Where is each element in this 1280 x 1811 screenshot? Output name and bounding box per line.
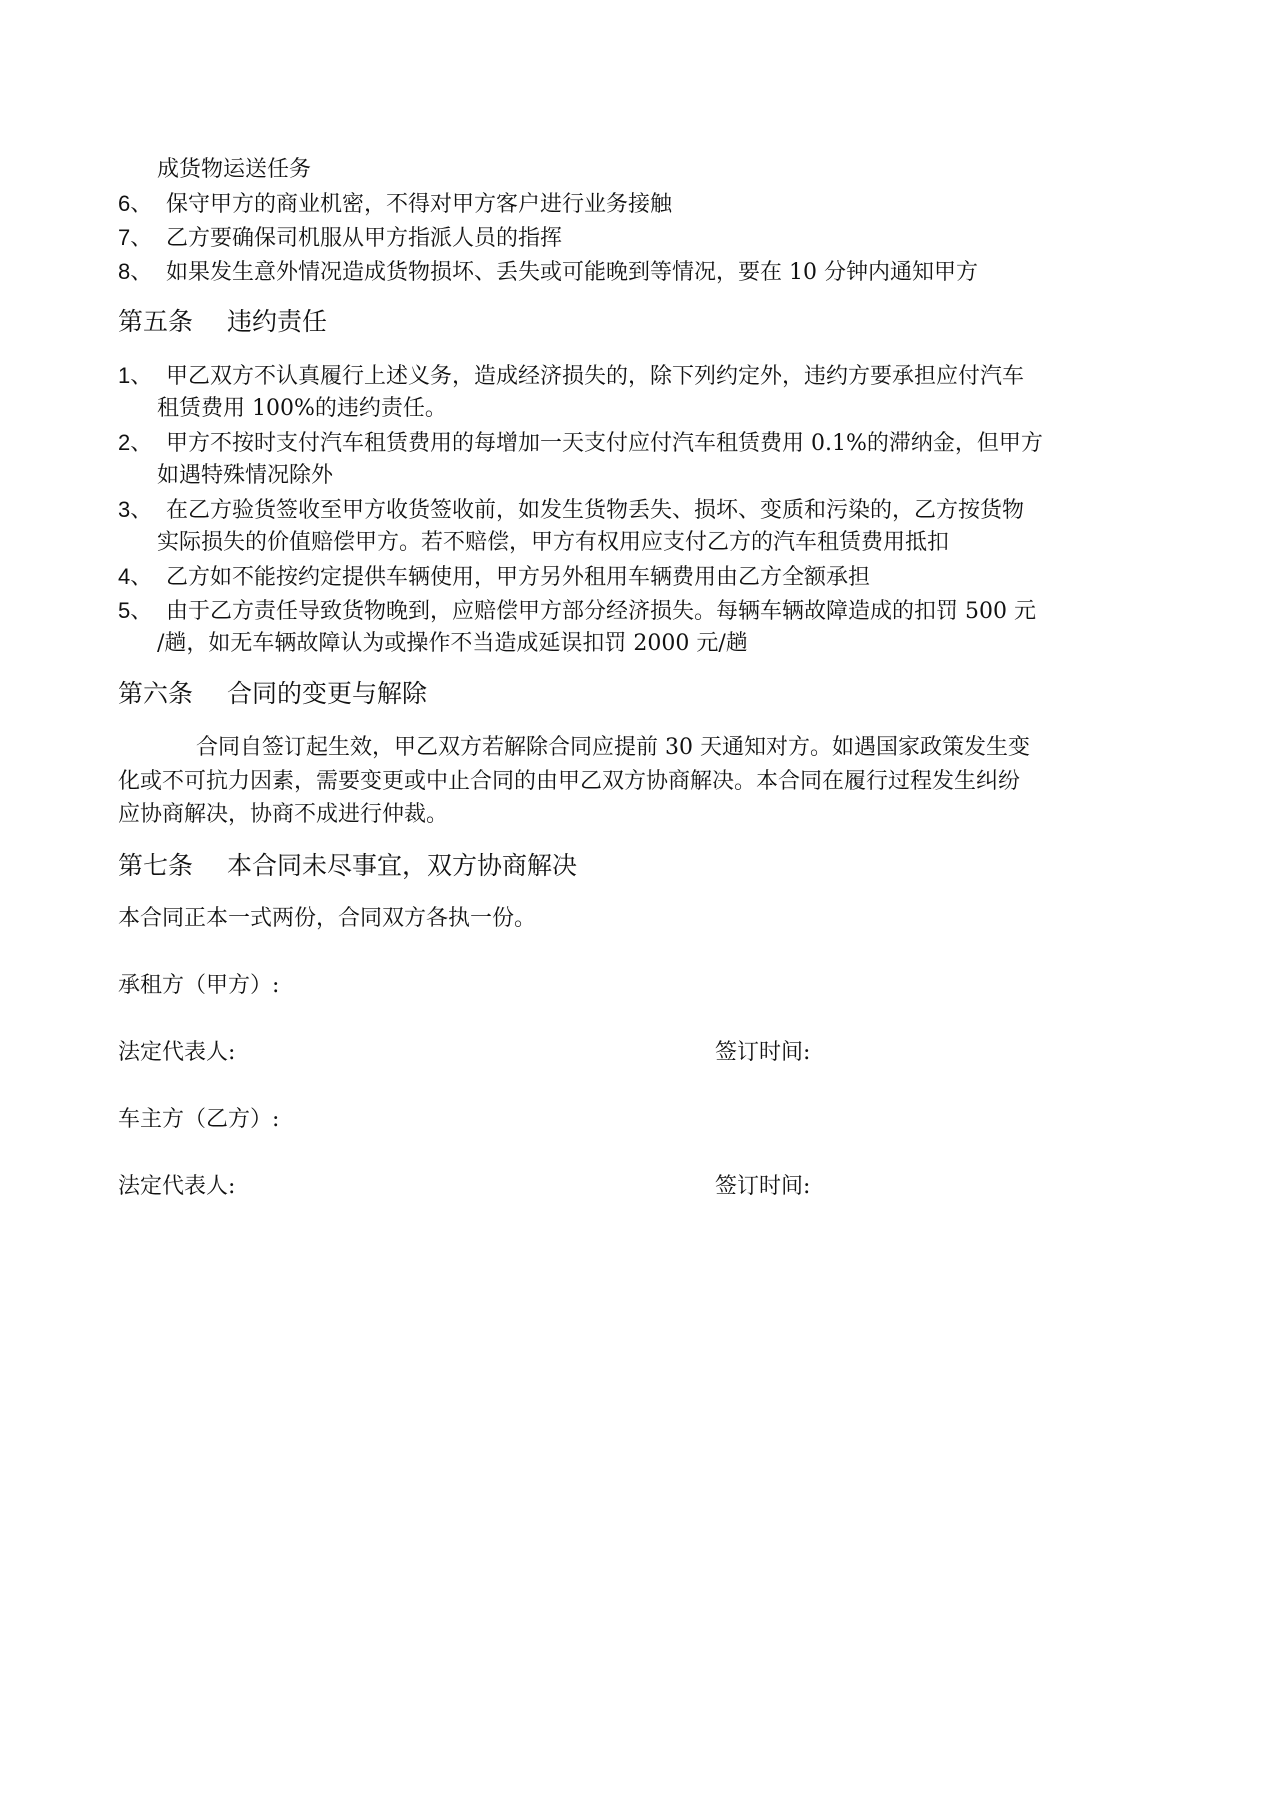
article-number: 第六条	[118, 679, 194, 708]
list-item-number: 8、	[118, 259, 153, 284]
article5-heading	[118, 306, 327, 338]
list-item-number: 2、	[118, 430, 153, 455]
list-item-text: 乙方如不能按约定提供车辆使用，甲方另外租用车辆费用由乙方全额承担	[166, 565, 871, 590]
owner-label: 车主方（乙方）:	[118, 1107, 280, 1132]
owner-sign-date-label: 签订时间:	[715, 1174, 811, 1199]
list-item	[118, 562, 870, 593]
list-item-continuation: /趟，如无车辆故障认为或操作不当造成延误扣罚 2000 元/趟	[157, 631, 748, 656]
list-item-text: 甲方不按时支付汽车租赁费用的每增加一天支付应付汽车租赁费用 0.1%的滞纳金，但甲方	[166, 431, 1043, 456]
paragraph-line: 应协商解决，协商不成进行仲裁。	[118, 802, 449, 827]
owner-representative-label: 法定代表人:	[118, 1174, 236, 1199]
list-item-text: 如果发生意外情况造成货物损坏、丢失或可能晚到等情况，要在 10 分钟内通知甲方	[166, 260, 978, 285]
list-continuation: 成货物运送任务	[157, 157, 312, 182]
list-item-continuation: 如遇特殊情况除外	[157, 463, 334, 488]
list-item-text: 甲乙双方不认真履行上述义务，造成经济损失的，除下列约定外，违约方要承担应付汽车	[166, 364, 1025, 389]
lessor-representative-label: 法定代表人:	[118, 1040, 236, 1065]
list-item-text: 保守甲方的商业机密，不得对甲方客户进行业务接触	[166, 192, 673, 217]
paragraph-line: 合同自签订起生效，甲乙双方若解除合同应提前 30 天通知对方。如遇国家政策发生变	[196, 735, 1030, 760]
article6-heading	[118, 678, 427, 710]
list-item-continuation: 租赁费用 100%的违约责任。	[157, 396, 447, 421]
list-item	[118, 596, 1036, 627]
list-item-number: 1、	[118, 363, 153, 388]
lessor-label: 承租方（甲方）:	[118, 973, 280, 998]
list-item-continuation: 实际损失的价值赔偿甲方。若不赔偿，甲方有权用应支付乙方的汽车租赁费用抵扣	[157, 530, 950, 555]
article-title: 合同的变更与解除	[227, 679, 428, 708]
list-item-number: 5、	[118, 598, 153, 623]
lessor-sign-date-label: 签订时间:	[715, 1040, 811, 1065]
list-item-text: 在乙方验货签收至甲方收货签收前，如发生货物丢失、损坏、变质和污染的，乙方按货物	[166, 498, 1025, 523]
list-item-number: 3、	[118, 497, 153, 522]
list-item	[118, 223, 562, 254]
list-item	[118, 361, 1024, 392]
list-item	[118, 428, 1043, 459]
article-number: 第七条	[118, 851, 194, 880]
list-item-text: 由于乙方责任导致货物晚到，应赔偿甲方部分经济损失。每辆车辆故障造成的扣罚 500 元	[166, 599, 1036, 624]
list-item-number: 4、	[118, 564, 153, 589]
paragraph-line: 本合同正本一式两份，合同双方各执一份。	[118, 906, 537, 931]
article-title: 违约责任	[227, 307, 328, 336]
list-item	[118, 257, 978, 288]
list-item	[118, 189, 672, 220]
list-item-number: 7、	[118, 225, 153, 250]
article-title: 本合同未尽事宜，双方协商解决	[227, 851, 578, 880]
list-item	[118, 495, 1024, 526]
article-number: 第五条	[118, 307, 194, 336]
paragraph-line: 化或不可抗力因素，需要变更或中止合同的由甲乙双方协商解决。本合同在履行过程发生纠纷	[118, 769, 1021, 794]
list-item-text: 乙方要确保司机服从甲方指派人员的指挥	[166, 226, 563, 251]
list-item-number: 6、	[118, 191, 153, 216]
article7-heading	[118, 850, 577, 882]
